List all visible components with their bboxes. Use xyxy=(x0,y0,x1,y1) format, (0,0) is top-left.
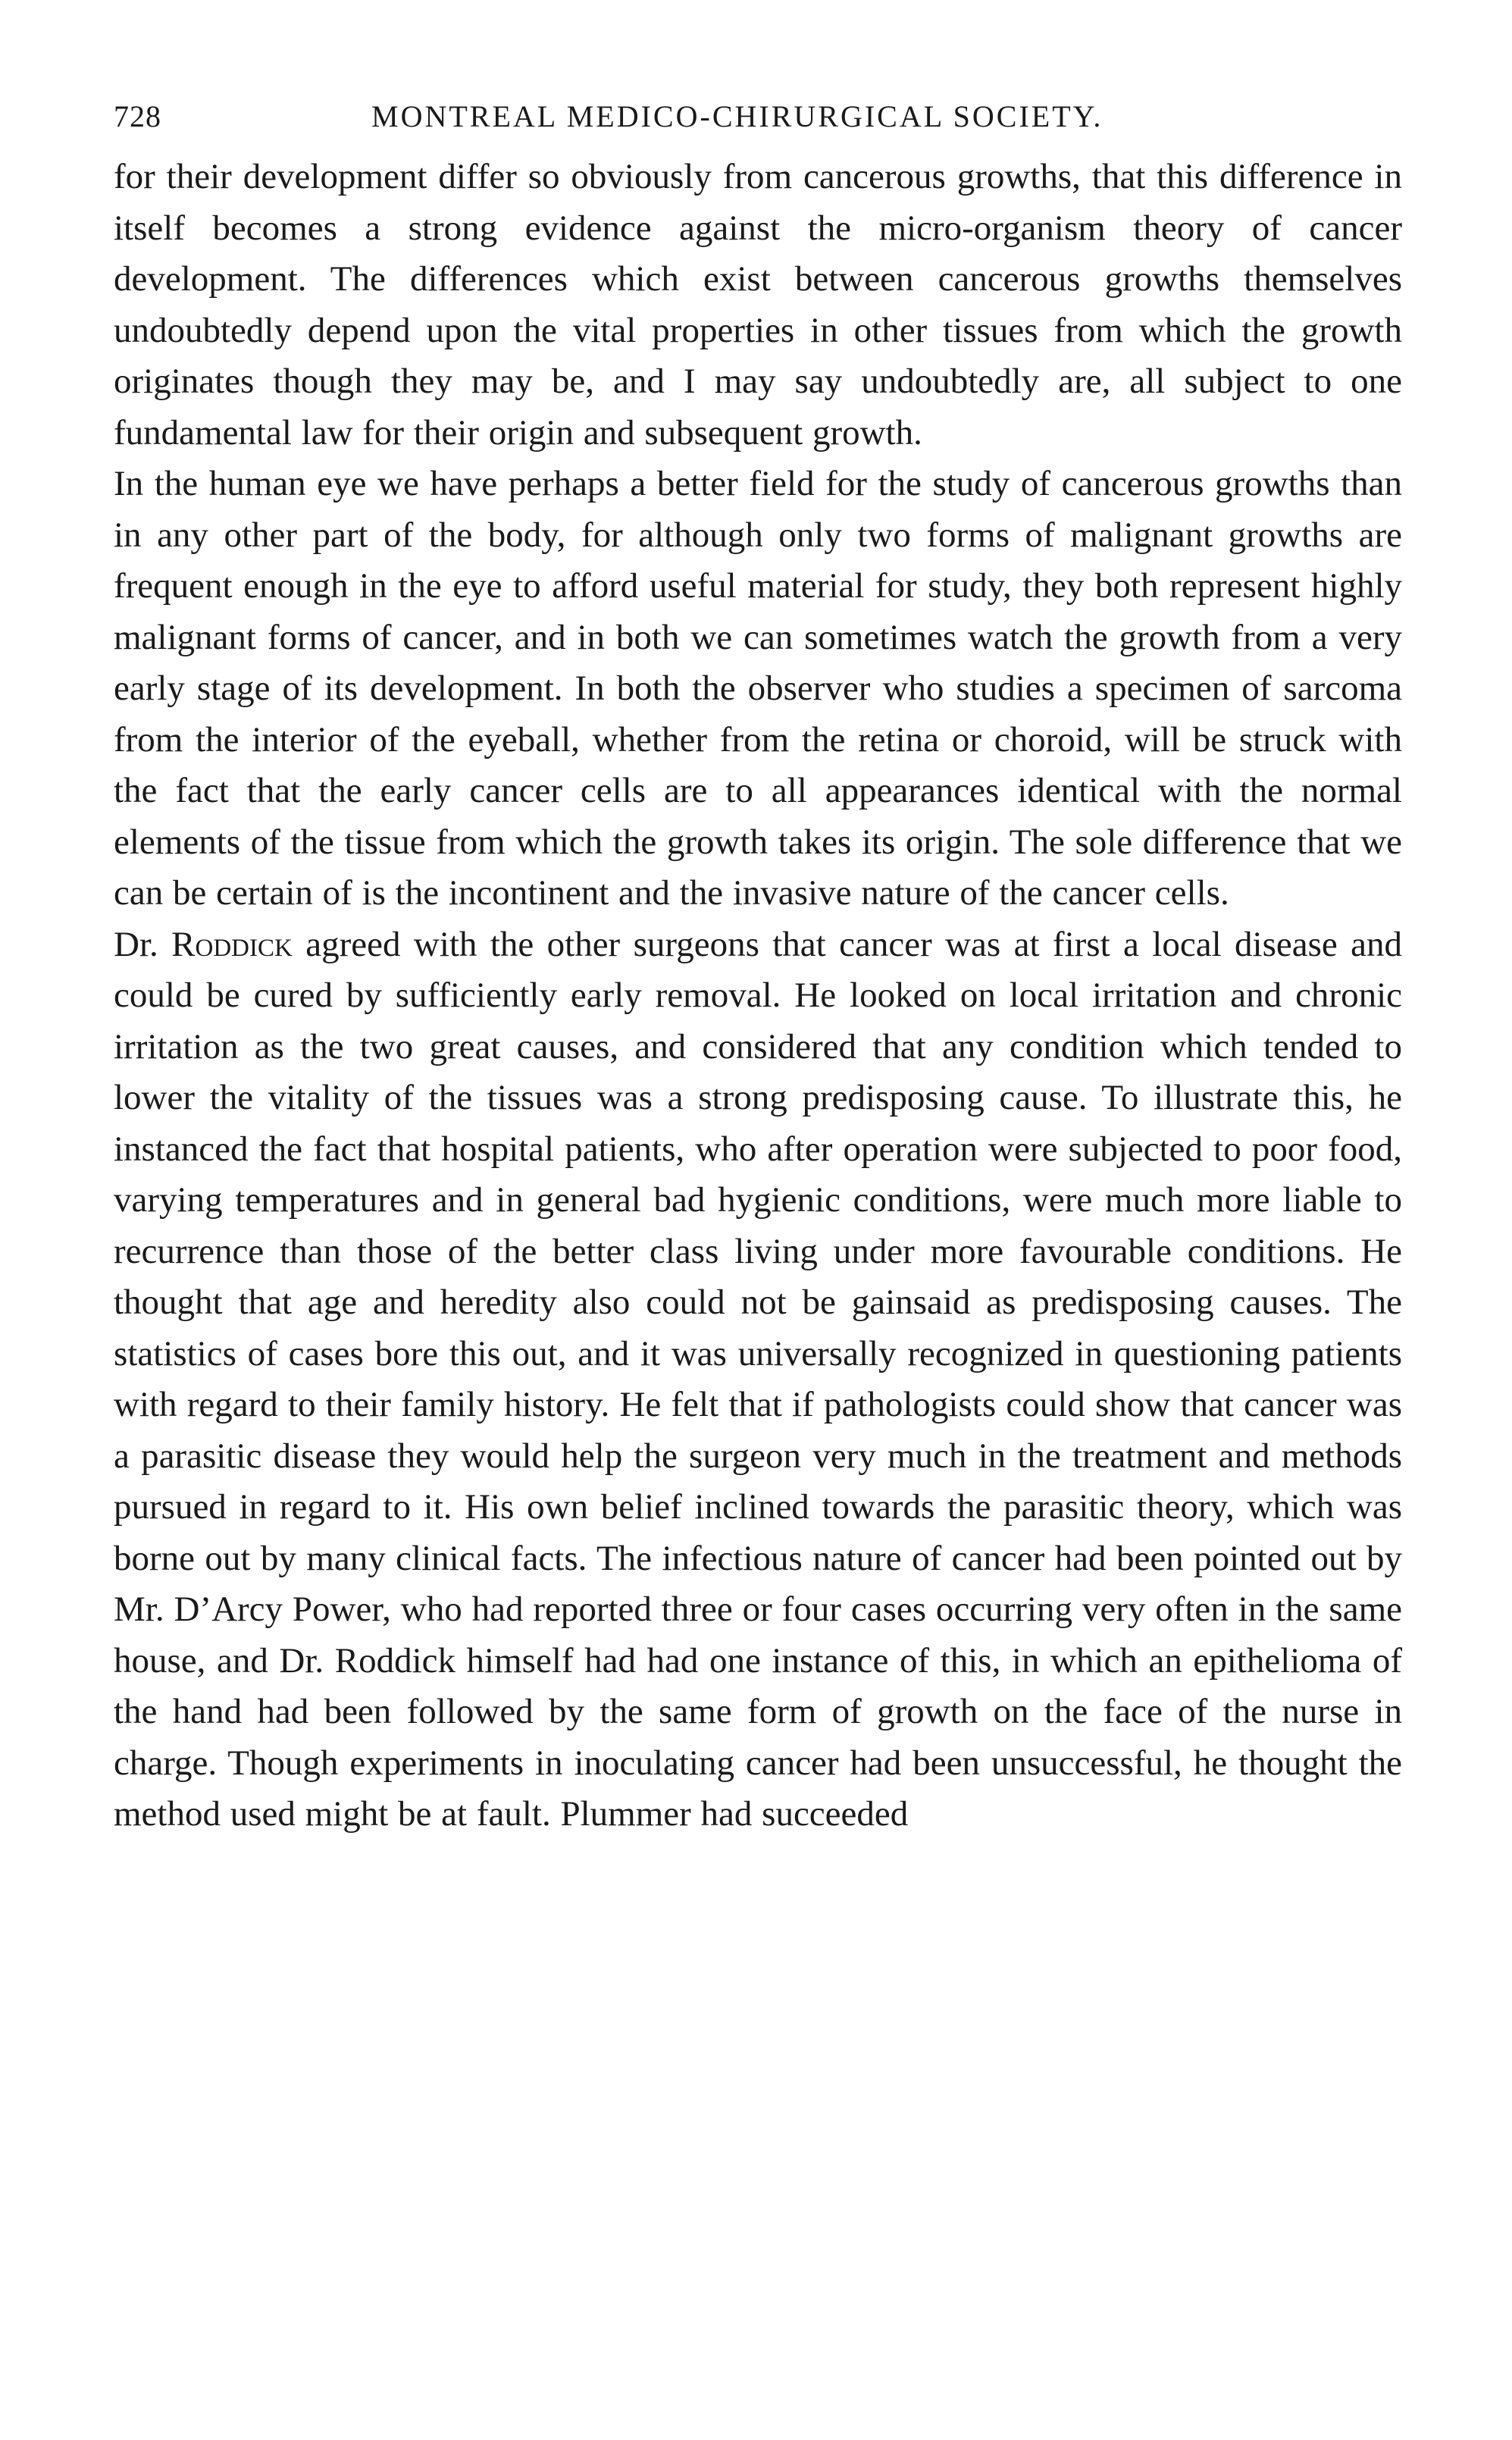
page-number: 728 xyxy=(114,99,161,133)
document-page xyxy=(114,99,1402,1840)
body-text xyxy=(114,152,1402,1840)
paragraph-3-prefix: Dr. xyxy=(114,924,172,964)
running-title: MONTREAL MEDICO-CHIRURGICAL SOCIETY. xyxy=(371,99,1103,133)
paragraph-2: In the human eye we have perhaps a better field for the study of cancerous growths than in any other part of the body, for although only two forms of malignant growths are frequent enough in the eye to afford useful material for study, they both represent highly malignant forms of cancer, and in both we can sometimes watch the growth from a very early stage of its development. In both the observer who studies a specimen of sarcoma from the interior of the eyeball, whether from the retina or choroid, will be struck with the fact that the early cancer cells are to all appearances identical with the normal elements of the tissue from which the growth takes its origin. The sole difference that we can be certain of is the incontinent and the invasive nature of the cancer cells. xyxy=(114,464,1402,913)
speaker-name: Roddick xyxy=(171,924,293,964)
page-header xyxy=(114,99,1402,152)
paragraph-3-text: agreed with the other surgeons that cancer was at first a local disease and could be cured by sufficiently early removal. He looked on local irritation and chronic irritation as the two great causes, and considered that any condition which tended to lower the vitality of the tissues was a strong predisposing cause. To illustrate this, he instanced the fact that hospital patients, who after operation were subjected to poor food, varying temperatures and in general bad hygienic conditions, were much more liable to recurrence than those of the better class living under more favourable conditions. He thought that age and heredity also could not be gainsaid as predisposing causes. The statistics of cases bore this out, and it was universally recognized in questioning patients with regard to their family history. He felt that if pathologists could show that cancer was a parasitic disease they would help the surgeon very much in the treatment and methods pursued in regard to it. His own belief inclined towards the parasitic theory, which was borne out by many clinical facts. The infectious nature of cancer had been pointed out by Mr. D’Arcy Power, who had reported three or four cases occurring very often in the same house, and Dr. Roddick himself had had one instance of this, in which an epithelioma of the hand had been followed by the same form of growth on the face of the nurse in charge. Though experiments in inoculating cancer had been unsuccessful, he thought the method used might be at fault. Plummer had succeeded xyxy=(114,924,1403,1834)
paragraph-1: for their development differ so obviously from cancerous growths, that this difference in itself becomes a strong evidence against the micro-organism theory of cancer development. The differences which exist between cancerous growths themselves undoubtedly depend upon the vital properties in other tissues from which the growth originates though they may be, and I may say undoubtedly are, all subject to one fundamental law for their origin and subsequent growth. xyxy=(114,157,1402,453)
paragraph-3 xyxy=(114,919,1402,1840)
